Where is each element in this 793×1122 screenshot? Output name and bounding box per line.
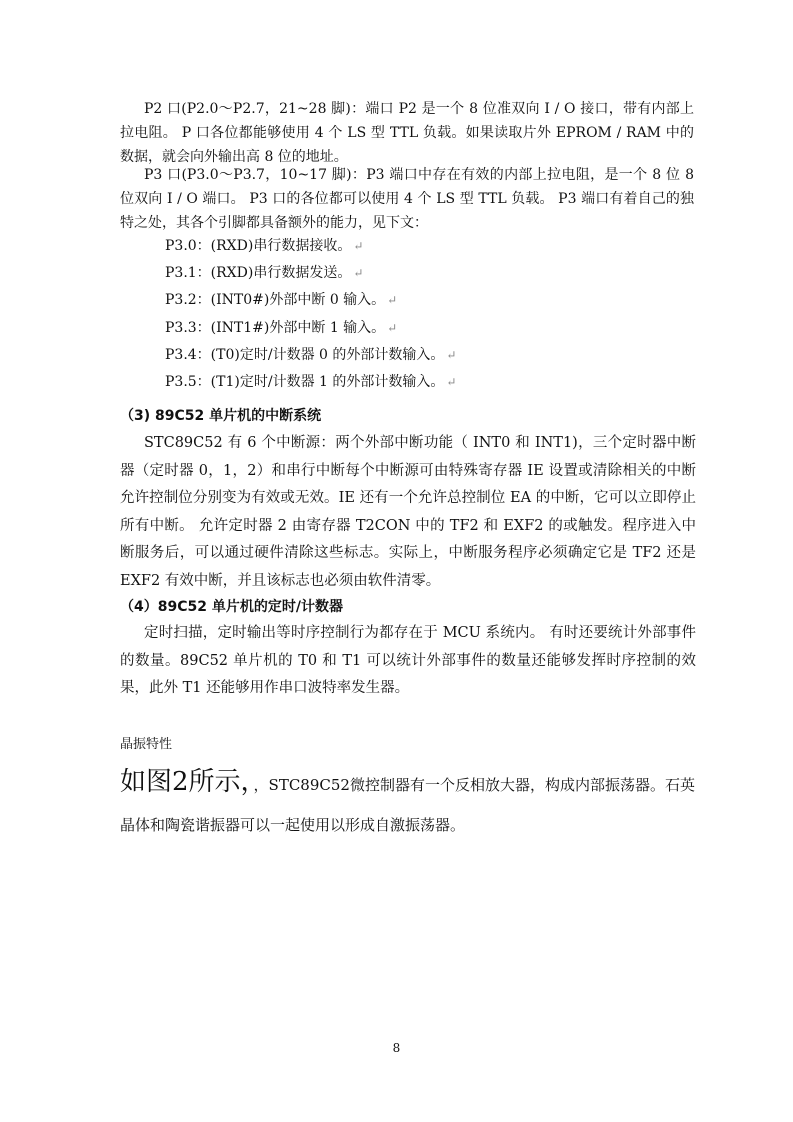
crystal-characteristics-label: 晶振特性 xyxy=(120,737,173,752)
crystal-paragraph xyxy=(120,762,696,845)
figure-reference: 如图2所示， xyxy=(120,767,254,797)
section-3-heading: （3) 89C52 单片机的中断系统 xyxy=(120,408,322,424)
p2-port-paragraph: P2 口(P2.0～P2.7，21~28 脚)：端口 P2 是一个 8 位准双向 I / O 接口，带有内部上拉电阻。 P 口各位都能够使用 4 个 LS 型 TTL 负载。如果读取片外 EPROM / RAM 中的数据，就会向外输出高 8 位的地址。 xyxy=(120,101,694,165)
interrupt-system-paragraph: STC89C52 有 6 个中断源：两个外部中断功能（ INT0 和 INT1)，三个定时器中断器（定时器 0，1，2）和串行中断每个中断源可由特殊寄存器 IE 设置或清除相关的中断允许控制位分别变为有效或无效。IE 还有一个允许总控制位 EA 的中断，它可以立即停止所有中断。 允许定时器 2 由寄存器 T2CON 中的 TF2 和 EXF2 的或触发。程序进入中断服务后，可以通过硬件清除这些标志。实际上，中断服务程序必须确定它是 TF2 还是 EXF2 有效中断，并且该标志也必须由软件清零。 xyxy=(120,435,696,589)
pin-item xyxy=(165,260,685,287)
crystal-text: ，STC89C52微控制器有一个反相放大器，构成内部振荡器。石英晶体和陶瓷谐振器可以一起使用以形成自激振荡器。 xyxy=(120,776,695,834)
paragraph-mark-icon: ↵ xyxy=(387,320,398,335)
pin-text: P3.0：(RXD)串行数据接收。 xyxy=(165,238,352,254)
pin-item xyxy=(165,287,685,314)
paragraph-mark-icon: ↵ xyxy=(446,347,457,362)
pin-text: P3.2：(INT0#)外部中断 0 输入。 xyxy=(165,292,386,309)
timer-counter-paragraph: 定时扫描，定时输出等时序控制行为都存在于 MCU 系统内。 有时还要统计外部事件的数量。89C52 单片机的 T0 和 T1 可以统计外部事件的数量还能够发挥时序控制的效果，此外 T1 还能够用作串口波特率发生器。 xyxy=(120,625,696,697)
pin-text: P3.1：(RXD)串行数据发送。 xyxy=(165,265,352,282)
page-number: 8 xyxy=(392,1041,401,1055)
pin-item xyxy=(165,342,685,369)
section-4-heading: （4）89C52 单片机的定时/计数器 xyxy=(120,599,343,615)
pin-text: P3.5：(T1)定时/计数器 1 的外部计数输入。 xyxy=(165,374,445,391)
pin-text: P3.3：(INT1#)外部中断 1 输入。 xyxy=(165,319,386,336)
pin-item xyxy=(165,369,685,396)
paragraph-mark-icon: ↵ xyxy=(353,266,364,281)
paragraph-mark-icon: ↵ xyxy=(446,375,457,390)
pin-item xyxy=(165,233,685,260)
pin-text: P3.4：(T0)定时/计数器 0 的外部计数输入。 xyxy=(165,346,445,363)
paragraph-mark-icon: ↵ xyxy=(353,239,364,253)
p3-pin-list xyxy=(165,233,685,396)
pin-item xyxy=(165,315,685,342)
paragraph-mark-icon: ↵ xyxy=(387,293,398,308)
p3-port-paragraph: P3 口(P3.0～P3.7，10~17 脚)：P3 端口中存在有效的内部上拉电阻，是一个 8 位 8 位双向 I / O 端口。 P3 口的各位都可以使用 4 个 LS 型 TTL 负载。 P3 端口有着自己的独特之处，其各个引脚都具备额外的能力，见下文： xyxy=(120,167,694,231)
